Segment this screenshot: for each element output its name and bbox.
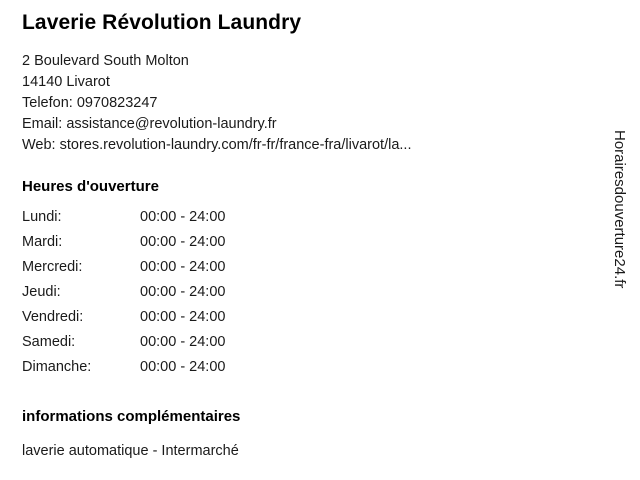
day-label: Dimanche: <box>22 359 92 376</box>
opening-hours-table <box>22 209 225 384</box>
business-info-block <box>22 10 582 461</box>
table-row <box>22 359 225 384</box>
watermark-text: Horairesdouverture24.fr <box>611 130 628 289</box>
additional-info-heading: informations complémentaires <box>22 408 241 426</box>
table-row <box>22 209 225 234</box>
opening-hours-heading: Heures d'ouverture <box>22 178 159 196</box>
address-line-city: 14140 Livarot <box>22 74 110 91</box>
day-hours: 00:00 - 24:00 <box>140 334 226 351</box>
day-hours: 00:00 - 24:00 <box>140 309 226 326</box>
additional-info-text: laverie automatique - Intermarché <box>22 443 239 460</box>
table-row <box>22 259 225 284</box>
day-hours: 00:00 - 24:00 <box>140 234 226 251</box>
day-label: Vendredi: <box>22 309 84 326</box>
address-line-email: Email: assistance@revolution-laundry.fr <box>22 116 277 133</box>
day-hours: 00:00 - 24:00 <box>140 359 226 376</box>
table-row <box>22 284 225 309</box>
day-label: Samedi: <box>22 334 76 351</box>
address-line-web: Web: stores.revolution-laundry.com/fr-fr/france-fra/livarot/la... <box>22 137 412 154</box>
day-label: Mercredi: <box>22 259 83 276</box>
day-hours: 00:00 - 24:00 <box>140 284 226 301</box>
address-line-phone: Telefon: 0970823247 <box>22 95 158 112</box>
day-label: Lundi: <box>22 209 62 226</box>
day-hours: 00:00 - 24:00 <box>140 259 226 276</box>
table-row <box>22 334 225 359</box>
address-line-street: 2 Boulevard South Molton <box>22 53 189 70</box>
page-title: Laverie Révolution Laundry <box>22 11 302 34</box>
table-row <box>22 309 225 334</box>
day-label: Jeudi: <box>22 284 61 301</box>
day-hours: 00:00 - 24:00 <box>140 209 226 226</box>
table-row <box>22 234 225 259</box>
day-label: Mardi: <box>22 234 63 251</box>
watermark-sidebar <box>608 130 634 450</box>
